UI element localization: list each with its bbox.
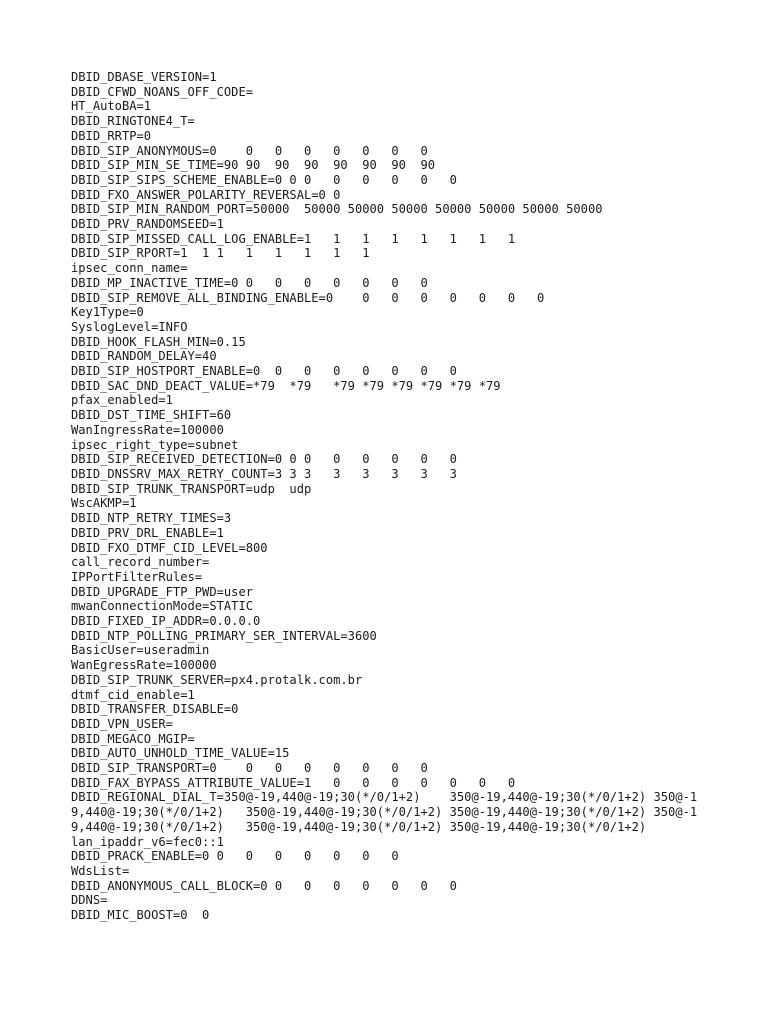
config-line: WanEgressRate=100000: [71, 658, 217, 673]
config-line: DBID_SIP_HOSTPORT_ENABLE=0 0 0 0 0 0 0 0: [71, 364, 457, 379]
config-line: DBID_NTP_RETRY_TIMES=3: [71, 511, 232, 526]
config-line: DBID_DBASE_VERSION=1: [71, 70, 217, 84]
config-line: call_record_number=: [71, 555, 210, 570]
config-line: DBID_PRACK_ENABLE=0 0 0 0 0 0 0 0: [71, 849, 399, 864]
config-line: DBID_SIP_MIN_RANDOM_PORT=50000 50000 50000 50000 50000 50000 50000 50000: [71, 202, 603, 217]
config-line: DDNS=: [71, 893, 108, 908]
config-line: DBID_DST_TIME_SHIFT=60: [71, 408, 232, 423]
config-line: DBID_MEGACO_MGIP=: [71, 731, 195, 746]
config-line: DBID_RINGTONE4_T=: [71, 114, 195, 129]
config-line: ipsec_right_type=subnet: [71, 437, 239, 452]
config-line: ipsec_conn_name=: [71, 261, 188, 276]
config-line: DBID_UPGRADE_FTP_PWD=user: [71, 584, 254, 599]
config-line: DBID_AUTO_UNHOLD_TIME_VALUE=15: [71, 746, 290, 761]
config-line: DBID_REGIONAL_DIAL_T=350@-19,440@-19;30(*/0/1+2) 350@-19,440@-19;30(*/0/1+2) 350@-19,440@-19;30(*/0/1+2) 350@-19,440@-19;30(*/0/1+2) 350@-19,440@-19;30(*/0/1+2) 350@-19,440@-19;30(*/0/1+2) 350@-19,440@-19;30(*/0/1+2) 350@-19,440@-19;30(*/0/1+2): [71, 790, 698, 834]
config-line: WanIngressRate=100000: [71, 422, 224, 437]
config-line: DBID_NTP_POLLING_PRIMARY_SER_INTERVAL=3600: [71, 628, 377, 643]
config-line: lan_ipaddr_v6=fec0::1: [71, 834, 224, 849]
config-line: DBID_PRV_DRL_ENABLE=1: [71, 525, 224, 540]
config-line: WdsList=: [71, 863, 130, 878]
config-line: DBID_SIP_MISSED_CALL_LOG_ENABLE=1 1 1 1 1 1 1 1: [71, 231, 516, 246]
config-line: DBID_SIP_MIN_SE_TIME=90 90 90 90 90 90 90 90: [71, 158, 436, 173]
config-line: DBID_TRANSFER_DISABLE=0: [71, 702, 239, 717]
config-line: DBID_FXO_DTMF_CID_LEVEL=800: [71, 540, 268, 555]
config-line: DBID_SIP_RPORT=1 1 1 1 1 1 1 1: [71, 246, 370, 261]
config-line: DBID_HOOK_FLASH_MIN=0.15: [71, 334, 246, 349]
config-line: pfax_enabled=1: [71, 393, 173, 408]
config-line: DBID_VPN_USER=: [71, 716, 173, 731]
config-line: DBID_RANDOM_DELAY=40: [71, 349, 217, 364]
config-line: IPPortFilterRules=: [71, 569, 203, 584]
config-line: DBID_SIP_TRUNK_SERVER=px4.protalk.com.br: [71, 672, 363, 687]
config-line: mwanConnectionMode=STATIC: [71, 599, 254, 614]
config-document: [71, 70, 711, 923]
config-line: DBID_SIP_REMOVE_ALL_BINDING_ENABLE=0 0 0 0 0 0 0 0: [71, 290, 545, 305]
config-line: DBID_RRTP=0: [71, 128, 152, 143]
config-line: DBID_SAC_DND_DEACT_VALUE=*79 *79 *79 *79 *79 *79 *79 *79: [71, 378, 501, 393]
config-line: SyslogLevel=INFO: [71, 319, 188, 334]
config-line: DBID_SIP_ANONYMOUS=0 0 0 0 0 0 0 0: [71, 143, 428, 158]
config-line: DBID_SIP_TRUNK_TRANSPORT=udp udp: [71, 481, 312, 496]
config-line: HT_AutoBA=1: [71, 99, 152, 114]
config-line: DBID_SIP_SIPS_SCHEME_ENABLE=0 0 0 0 0 0 0 0: [71, 172, 457, 187]
config-line: BasicUser=useradmin: [71, 643, 210, 658]
config-line: DBID_ANONYMOUS_CALL_BLOCK=0 0 0 0 0 0 0 0: [71, 878, 457, 893]
config-line: dtmf_cid_enable=1: [71, 687, 195, 702]
config-line: DBID_FXO_ANSWER_POLARITY_REVERSAL=0 0: [71, 187, 341, 202]
config-line: DBID_FIXED_IP_ADDR=0.0.0.0: [71, 614, 261, 629]
config-line: WscAKMP=1: [71, 496, 137, 511]
config-line: DBID_MP_INACTIVE_TIME=0 0 0 0 0 0 0 0: [71, 275, 428, 290]
config-line: DBID_PRV_RANDOMSEED=1: [71, 217, 224, 232]
config-line: DBID_SIP_RECEIVED_DETECTION=0 0 0 0 0 0 0 0: [71, 452, 457, 467]
config-line: DBID_MIC_BOOST=0 0: [71, 908, 210, 923]
config-line: DBID_FAX_BYPASS_ATTRIBUTE_VALUE=1 0 0 0 0 0 0 0: [71, 775, 516, 790]
config-line: Key1Type=0: [71, 305, 144, 320]
config-line: DBID_SIP_TRANSPORT=0 0 0 0 0 0 0 0: [71, 761, 428, 776]
config-line: DBID_CFWD_NOANS_OFF_CODE=: [71, 84, 254, 99]
config-line: DBID_DNSSRV_MAX_RETRY_COUNT=3 3 3 3 3 3 3 3: [71, 466, 457, 481]
